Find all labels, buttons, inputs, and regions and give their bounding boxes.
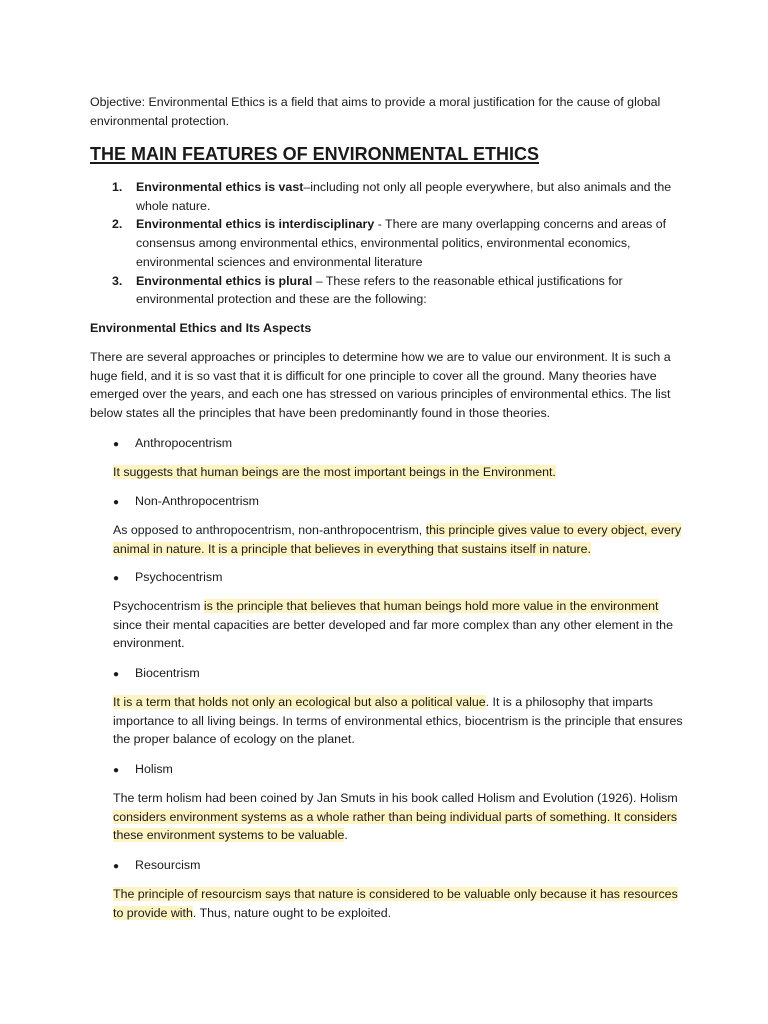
desc-text: . It is a philosophy that imparts importance to all living beings. In terms of environmental ethics, biocentrism is the principle that ensures the proper balance of ecology on the planet.: [113, 695, 683, 747]
principle-description: [113, 789, 683, 845]
principle-bullet: [113, 760, 173, 781]
feature-text: – These refers to the reasonable ethical justifications for environmental protection and these are the following:: [136, 273, 623, 307]
feature-text: –including not only all people everywhere, but also animals and the whole nature.: [136, 180, 672, 213]
principle-description: [113, 885, 683, 922]
principle-bullet: [113, 856, 200, 877]
principle-description: [113, 693, 683, 749]
highlighted-text: The principle of resourcism says that nature is considered to be valuable only because it has resources to provide with: [113, 887, 678, 920]
feature-number: 3.: [112, 273, 123, 288]
principle-description: [113, 521, 683, 558]
bullet-icon: ●: [113, 669, 120, 680]
feature-item: [90, 215, 690, 271]
principle-name: Resourcism: [135, 858, 201, 872]
principle-bullet: [113, 492, 259, 513]
main-title: THE MAIN FEATURES OF ENVIRONMENTAL ETHICS: [90, 144, 540, 164]
bullet-icon: ●: [113, 573, 120, 584]
desc-text: As opposed to anthropocentrism, non-anthropocentrism,: [113, 523, 426, 537]
feature-item: [90, 272, 690, 309]
principle-name: Non-Anthropocentrism: [135, 494, 259, 508]
desc-text: since their mental capacities are better developed and far more complex than any other element in the environment.: [113, 617, 673, 651]
feature-item: [90, 178, 690, 215]
principle-name: Psychocentrism: [135, 570, 223, 584]
principle-bullet: [113, 434, 232, 455]
desc-text: The term holism had been coined by Jan Smuts in his book called Holism and Evolution (1926). Holism: [113, 791, 678, 805]
feature-number: 1.: [112, 180, 123, 194]
principle-description: [113, 463, 683, 482]
feature-number: 2.: [112, 217, 123, 232]
bullet-icon: ●: [113, 439, 120, 450]
principle-bullet: [113, 664, 200, 685]
features-list: [90, 178, 690, 309]
highlighted-text: It is a term that holds not only an ecological but also a political value: [113, 695, 486, 709]
desc-text: Psychocentrism: [113, 599, 204, 613]
principle-description: [113, 597, 683, 653]
desc-text: . Thus, nature ought to be exploited.: [192, 905, 392, 920]
feature-title: Environmental ethics is plural: [136, 273, 313, 288]
highlighted-text: this principle gives value to every object, every animal in nature. It is a principle that believes in everything that sustains itself in nature.: [113, 523, 682, 556]
principle-name: Anthropocentrism: [135, 436, 233, 450]
bullet-icon: ●: [113, 861, 120, 872]
principle-name: Holism: [135, 762, 173, 776]
bullet-icon: ●: [113, 765, 120, 776]
principle-name: Biocentrism: [135, 666, 200, 680]
intro-paragraph: There are several approaches or principles to determine how we are to value our environment. It is such a huge field, and it is so vast that it is difficult for one principle to cover all the ground. Many theories have emerged over the years, and each one has stressed on various principles of environmental ethics. The list below states all the principles that have been predominantly found in those theories.: [90, 350, 671, 421]
principle-bullet: [113, 568, 222, 589]
highlighted-text: is the principle that believes that human beings hold more value in the environment: [203, 599, 659, 613]
desc-text: .: [344, 828, 348, 843]
highlighted-text: considers environment systems as a whole rather than being individual parts of something. It considers these environment systems to be valuable: [113, 809, 678, 843]
objective-text: Objective: Environmental Ethics is a field that aims to provide a moral justification for the cause of global environmental protection.: [90, 95, 661, 128]
feature-title: Environmental ethics is vast: [136, 180, 304, 194]
feature-title: Environmental ethics is interdisciplinary: [136, 217, 375, 232]
section-heading: Environmental Ethics and Its Aspects: [90, 321, 312, 335]
feature-text: - There are many overlapping concerns and areas of consensus among environmental ethics, environmental politics, environmental economics, environmental sciences and environmental literature: [136, 217, 667, 269]
highlighted-text: It suggests that human beings are the most important beings in the Environment.: [113, 465, 556, 479]
bullet-icon: ●: [113, 497, 120, 508]
